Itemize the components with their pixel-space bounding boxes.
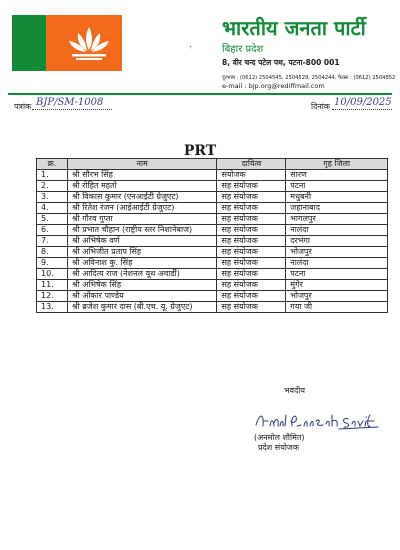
row-name: श्री प्रभात चौहान (राष्ट्रीय स्तर निशानेबाज) [67,225,217,236]
phone-fax: दूरभाष : (0612) 2504545, 2504529, 2504244, फैक्स : (0612) 2504852 [222,75,396,81]
row-serial: 6. [37,225,68,236]
table-row [37,214,388,225]
signer-name: (अनमोल शौमित) [254,433,305,442]
row-name: श्री ओंकार पाण्डेय [67,291,217,302]
header-divider [8,93,392,95]
row-district: मुंगेर [286,280,388,291]
table-row [37,236,388,247]
row-role: सह संयोजक [217,247,286,258]
table-row [37,203,388,214]
row-district: गया जी [286,302,388,313]
row-district: पटना [286,269,388,280]
row-name: श्री रितेश रंजन (आईआईटी ग्रेजुएट) [67,203,217,214]
row-role: सह संयोजक [217,302,286,313]
row-serial: 7. [37,236,68,247]
party-name: भारतीय जनता पार्टी [222,16,366,40]
row-district: भोजपुर [286,291,388,302]
row-name: श्री अभिजीत प्रताप सिंह [67,247,217,258]
header-serial: क्र. [37,159,68,170]
pen-mark: ﹐ [181,34,198,52]
lotus-icon [66,23,112,63]
table-row [37,291,388,302]
table-row [37,192,388,203]
table-header-row [37,159,388,170]
row-serial: 12. [37,291,68,302]
row-role: सह संयोजक [217,269,286,280]
row-role: सह संयोजक [217,258,286,269]
flag-saffron-band [46,15,122,71]
flag-green-band [12,15,46,71]
row-role: सह संयोजक [217,192,286,203]
reference-underline [32,109,112,110]
row-name: श्री विकास कुमार (एनआईटी ग्रेजुएट) [67,192,217,203]
row-name: श्री गौरव गुप्ता [67,214,217,225]
header-role: दायित्व [217,159,286,170]
row-serial: 8. [37,247,68,258]
table-row [37,247,388,258]
row-serial: 3. [37,192,68,203]
document-title: PRT [183,143,217,159]
row-role: सह संयोजक [217,203,286,214]
date-label: दिनांक [311,102,330,111]
row-serial: 11. [37,280,68,291]
row-district: सारण [286,170,388,181]
row-serial: 13. [37,302,68,313]
email-address: e-mail : bjp.org@rediffmail.com [222,82,325,90]
row-role: सह संयोजक [217,280,286,291]
row-district: दरभंगा [286,236,388,247]
reference-label: पत्रांक [14,102,32,111]
party-flag [12,15,122,71]
signer-role: प्रदेश संयोजक [258,443,299,452]
row-name: श्री सौरभ सिंह [67,170,217,181]
row-serial: 5. [37,214,68,225]
row-name: श्री आदित्य राज (नेशनल यूथ अवार्डी) [67,269,217,280]
row-role: सह संयोजक [217,225,286,236]
row-district: जहानाबाद [286,203,388,214]
header-name: नाम [67,159,217,170]
row-role: सह संयोजक [217,291,286,302]
row-serial: 2. [37,181,68,192]
table-row [37,280,388,291]
row-name: श्री अविनाश कु. सिंह [67,258,217,269]
row-district: पटना [286,181,388,192]
row-district: नालंदा [286,258,388,269]
row-serial: 9. [37,258,68,269]
row-role: संयोजक [217,170,286,181]
state-name: बिहार प्रदेश [222,44,264,55]
row-district: भागलपुर [286,214,388,225]
table-row [37,181,388,192]
members-table [36,158,388,313]
row-name: श्री रोहित महतो [67,181,217,192]
handwritten-signature [254,411,394,431]
row-role: सह संयोजक [217,214,286,225]
row-role: सह संयोजक [217,236,286,247]
row-district: भोजपुर [286,247,388,258]
row-district: नालंदा [286,225,388,236]
row-serial: 4. [37,203,68,214]
office-address: 8, वीर चन्द पटेल पथ, पटना-800 001 [222,58,340,67]
closing-text: भवदीय [284,386,306,395]
row-name: श्री अभिषेक सिंह [67,280,217,291]
row-serial: 1. [37,170,68,181]
table-row [37,170,388,181]
row-name: श्री ब्रजेश कुमार दास (बी.एच. यू. ग्रेजुएट) [67,302,217,313]
table-row [37,302,388,313]
table-row [37,258,388,269]
row-district: मधुबनी [286,192,388,203]
row-serial: 10. [37,269,68,280]
header-district: गृह जिला [286,159,388,170]
table-row [37,269,388,280]
row-name: श्री अभिषेक वर्ण [67,236,217,247]
table-row [37,225,388,236]
row-role: सह संयोजक [217,181,286,192]
date-underline [332,109,392,110]
date-value: 10/09/2025 [334,97,392,108]
reference-number: BJP/SM-1008 [36,97,104,108]
